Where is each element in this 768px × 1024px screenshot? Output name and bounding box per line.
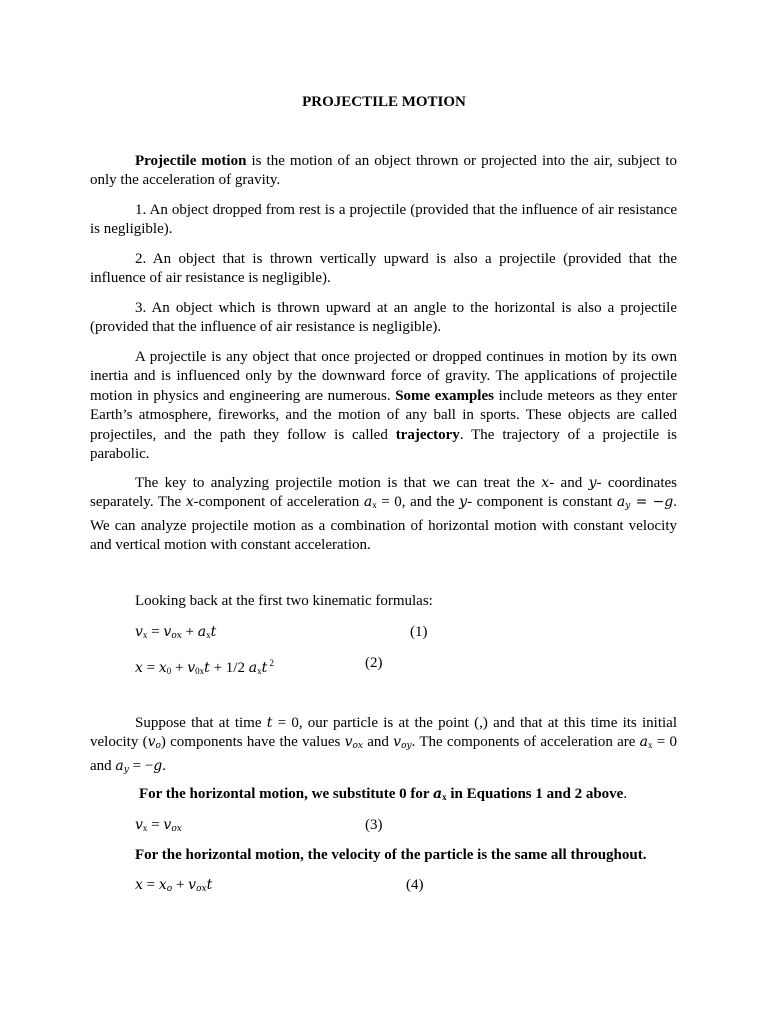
equation-1-number: (1) [410, 624, 428, 640]
paragraph-definition: Projectile motion is the motion of an object thrown or projected into the air, subject to only the acceleration of gravity. [90, 153, 677, 189]
paragraph-key-analysis: The key to analyzing projectile motion is that we can treat the x- and y- coordinates separately. The x-component of acceleration ax = 0, and the y- component is constant ay = −g. We can analyze projectile motion as a combination of horizontal motion with constant velocity and vertical motion with constant acceleration. [90, 475, 678, 554]
equation-1: vx = vox + axt [135, 624, 217, 641]
paragraph-initial-conditions: Suppose that at time t = 0, our particle is at the point (,) and that at this time its initial velocity (vo) components have the values vox and voy. The components of acceleration are ax = 0 and ay = −g. [90, 715, 677, 775]
horizontal-velocity-statement: For the horizontal motion, the velocity of the particle is the same all throughout. [135, 847, 647, 863]
equation-3: vx = vox [135, 817, 182, 834]
term-projectile-motion: Projectile motion [135, 153, 247, 169]
looking-back-text: Looking back at the first two kinematic formulas: [135, 593, 433, 609]
list-item-2: 2. An object that is thrown vertically upward is also a projectile (provided that the influence of air resistance is negligible). [90, 251, 677, 287]
equation-3-number: (3) [365, 817, 383, 833]
horizontal-motion-heading: For the horizontal motion, we substitute 0 for ax in Equations 1 and 2 above. [139, 786, 628, 802]
paragraph-projectile: A projectile is any object that once projected or dropped continues in motion by its own inertia and is influenced only by the downward force of gravity. The applications of projectile motion in physics and engineering are numerous. Some examples include meteors as they enter Earth’s atmosphere, fireworks, and the motion of any ball in sports. These objects are called projectiles, and the path they follow is called trajectory. The trajectory of a projectile is parabolic. [90, 349, 678, 463]
page-title: PROJECTILE MOTION [302, 94, 466, 110]
equation-2-number: (2) [365, 655, 383, 671]
equation-4-number: (4) [406, 877, 424, 893]
list-item-1: 1. An object dropped from rest is a projectile (provided that the influence of air resistance is negligible). [90, 202, 677, 238]
equation-4: x = xo + voxt [135, 877, 213, 894]
list-item-3: 3. An object which is thrown upward at an angle to the horizontal is also a projectile (provided that the influence of air resistance is negligible). [90, 300, 677, 336]
equation-2: x = x0 + v0xt + 1/2 axt $^2$ [135, 658, 274, 676]
